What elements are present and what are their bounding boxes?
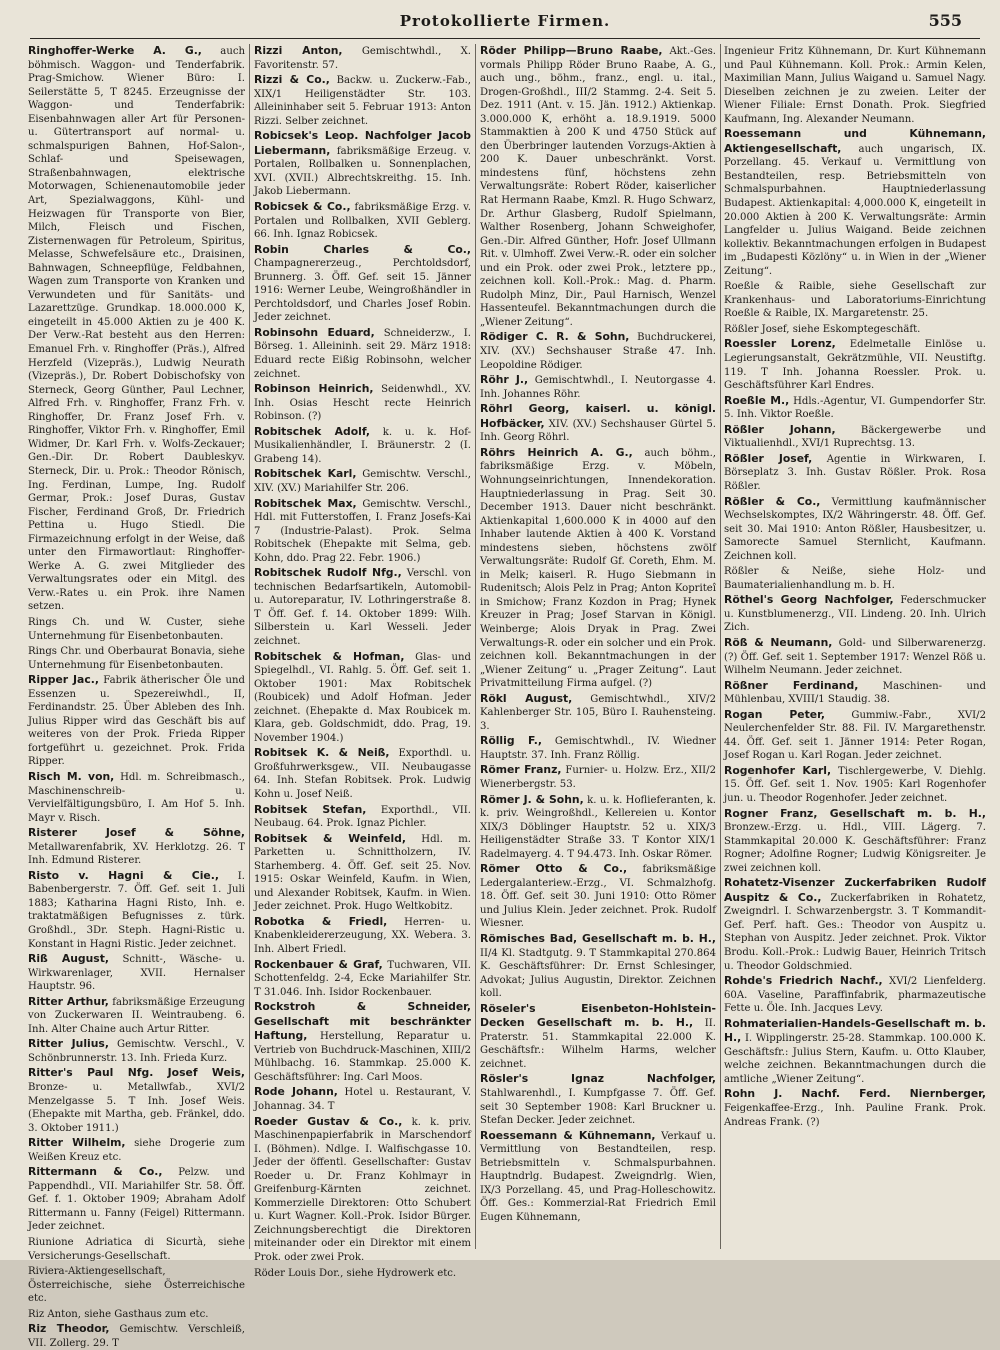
firm-details: Glas- und Spiegelhdl., VI. Rahlg. 5. Öff. Gef. seit 1. Oktober 1901: Max Robitschek (Roubicek) und Adolf Hofman. Jeder zeichnet. (Ehepakte d. Max Roubicek m. Klara, geb. Goldschmidt, ddo. Prag, 19. November 1904.) xyxy=(254,651,471,744)
firm-name: Römer Otto & Co., xyxy=(480,862,628,876)
firm-entry xyxy=(724,337,986,392)
firm-name: Robicsek & Co., xyxy=(254,200,351,214)
firm-name: Rogenhofer Karl, xyxy=(724,763,832,777)
firm-details: Gemischtw. Verschl., Hdl. mit Futterstoffen, I. Franz Josefs-Kai 7 (Industrie-Palast). Prok. Selma Robitschek (Ehepakte mit Selma, geb. Kohn, ddo. Prag 22. Febr. 1906.) xyxy=(254,498,472,564)
firm-name: Rohde's Friedrich Nachf., xyxy=(724,974,883,988)
firm-name: Rödiger C. R. & Sohn, xyxy=(480,330,630,344)
firm-entry xyxy=(480,446,716,691)
firm-details: Tischlergewerbe, V. Diehlg. 15. Öff. Gef. seit 1. Nov. 1905: Karl Rogenhofer jun. u. Theodor Rogenhofer. Jeder zeichnet. xyxy=(724,765,986,804)
firm-entry xyxy=(28,1307,245,1322)
firm-entry xyxy=(28,44,245,614)
firm-details: Rings Chr. und Oberbaurat Bonavia, siehe Unternehmung für Eisenbetonbauten. xyxy=(28,646,245,671)
firm-details: Gemischtw. Verschleiß, VII. Zollerg. 29. T xyxy=(28,1324,245,1349)
firm-details: Schnitt-, Wäsche- u. Wirkwarenlager, XVII. Hernalser Hauptstr. 96. xyxy=(28,954,246,993)
firm-name: Rizzi Anton, xyxy=(254,44,343,57)
firm-name: Robitsek Stefan, xyxy=(254,802,367,816)
firm-details: Rößler & Neiße, siehe Holz- und Baumaterialienhandlung m. b. H. xyxy=(724,566,986,591)
firm-name: Röder Philipp—Bruno Raabe, xyxy=(480,44,663,57)
firm-details: auch böhm., fabriksmäßige Erzg. v. Möbeln, Wohnungseinrichtungen, Innendekoration. Hauptniederlassung in Prag. Seit 30. December 1913. Dauer nicht beschränkt. Aktienkapital 1,600.000 K in 4000 auf den Inhaber lautende Aktien à 400 K. Vorstand mindestens sieben, höchstens zwölf Verwaltungsräte: Rudolf Gf. Coreth, Ehm. M. in Melk; kaiserl. R. Hugo Siebmann in Rudenitsch; Alois Pelz in Prag; Anton Kopriteî in Smichow; Franz Kozdon in Prag; Hynek Kreuzer in Prag; Josef Starvan in Königl. Weinberge; Alois Dryak in Prag. Zwei Verwaltungs-R. oder ein solcher und ein Prok. zeichnen koll. Bekanntmachungen in der „Wiener Zeitung“ u. „Prager Zeitung“. Laut Privatmitteilung Firma aufgel. (?) xyxy=(480,447,716,690)
firm-details: Tuchwaren, VII. Schottenfeldg. 2-4, Ecke Mariahilfer Str. T 31.046. Inh. Isidor Rockenbauer. xyxy=(254,959,472,998)
firm-entry xyxy=(28,1264,245,1306)
firm-details: siehe Drogerie zum Weißen Kreuz etc. xyxy=(28,1138,245,1163)
firm-entry xyxy=(724,708,986,763)
firm-details: XIV. (XV.) Sechshauser Gürtel 5. Inh. Georg Röhrl. xyxy=(480,418,717,444)
firm-details: Riunione Adriatica di Sicurtà, siehe Versicherungs-Gesellschaft. xyxy=(28,1237,245,1262)
firm-entry xyxy=(28,995,245,1037)
firm-entry xyxy=(724,44,986,126)
firm-entry xyxy=(480,932,716,1001)
firm-entry xyxy=(480,1129,716,1225)
firm-entry xyxy=(480,1002,716,1072)
firm-name: Rode Johann, xyxy=(254,1085,338,1099)
firm-details: Gemischtwhdl., X. Favoritenstr. 57. xyxy=(254,46,472,71)
firm-details: Verkauf u. Vermittlung von Bestandteilen, resp. Betriebsmitteln v. Schmalspurbahnen. Hauptndrlg. Budapest. Zweigndrlg. Wien, IX/3 Porzellang. 45, und Prag-Holleschowitz. Öff. Ges.: Kommerzial-Rat Friedrich Emil Eugen Kühnemann, xyxy=(480,1130,716,1223)
firm-name: Röllig F., xyxy=(480,734,542,748)
firm-entry xyxy=(28,615,245,643)
firm-details: k. k. priv. Maschinenpapierfabrik in Marschendorf I. (Böhmen). Ndlge. I. Walfischgasse 10. Jeder der öffentl. Gesellschafter: Gustav Roeder u. Dr. Franz Kohlmayr in Greifenburg-Kärnten zeichnet. Kommerzielle Direktoren: Otto Schubert u. Kurt Wagner. Koll.-Prok. Isidor Bürger. Zeichnungsberechtigt die Direktoren miteinander oder ein Direktor mit einem Prok. oder zwei Prok. xyxy=(254,1116,472,1264)
firm-entry xyxy=(254,129,471,199)
firm-details: II. Praterstr. 51. Stammkapital 22.000 K. Geschäftsfr.: Wilhelm Harms, welcher zeichnet. xyxy=(480,1018,716,1070)
firm-details: Bronze- u. Metallwfab., XVI/2 Menzelgasse 5. T Inh. Josef Weis. (Ehepakte mit Martha, geb. Fränkel, ddo. 3. Oktober 1911.) xyxy=(28,1082,245,1134)
firm-details: Exporthdl. u. Großfuhrwerksgew., VII. Neubaugasse 64. Inh. Stefan Robitsek. Prok. Ludwig Kohn u. Josef Neiß. xyxy=(254,748,471,800)
firm-entry xyxy=(28,1235,245,1263)
firm-entry xyxy=(254,382,471,424)
column-divider xyxy=(249,44,250,1249)
firm-entry xyxy=(28,673,245,769)
firm-entry xyxy=(254,650,471,746)
firm-details: Verschl. von technischen Bedarfsartikeln, Automobil- u. Autoreparatur, IV. Lothringerstraße 8. T Öff. Gef. f. 14. Oktober 1899: Wilh. Silberstein u. Karl Wesseli. Jeder zeichnet. xyxy=(254,568,471,647)
firm-details: Feigenkaffee-Erzg., Inh. Pauline Frank. Prok. Andreas Frank. (?) xyxy=(724,1103,986,1128)
firm-name: Rogner Franz, Gesellschaft m. b. H., xyxy=(724,806,986,820)
firm-entry xyxy=(480,734,716,762)
firm-entry xyxy=(254,497,471,566)
column-4 xyxy=(724,44,986,1249)
firm-entry xyxy=(724,394,986,422)
firm-entry xyxy=(254,73,471,128)
firm-name: Roeßle M., xyxy=(724,393,790,407)
firm-name: Rökl August, xyxy=(480,691,573,705)
firm-name: Rösler's Ignaz Nachfolger, xyxy=(480,1072,716,1086)
firm-entry xyxy=(724,452,986,494)
firm-entry xyxy=(254,832,471,914)
firm-details: fabriksmäßige Erzeug. v. Portalen, Rollbalken u. Sonnenplachen, XVI. (XVII.) Albrechtskreithg. 15. Inh. Jakob Liebermann. xyxy=(254,145,471,198)
firm-details: Federschmucker u. Kunstblumenerzg., VII. Lindeng. 20. Inh. Ulrich Zich. xyxy=(724,595,987,634)
firm-entry xyxy=(724,1087,986,1129)
firm-details: k. u. k. Hoflieferanten, k. k. priv. Weingroßhdl., Kellereien u. Kontor XIX/3 Döblinger Hauptstr. 52 u. XIX/3 Heiligenstädter Straße 33. T Kontor XIX/1 Radelmayerg. 4. T 94.473. Inh. Oskar Römer. xyxy=(480,794,717,860)
firm-entry xyxy=(28,644,245,672)
firm-entry xyxy=(724,127,986,278)
firm-entry xyxy=(28,952,245,994)
firm-entry xyxy=(480,402,716,445)
firm-details: Röder Louis Dor., siehe Hydrowerk etc. xyxy=(254,1267,457,1279)
firm-details: Akt.-Ges. vormals Philipp Röder Bruno Raabe, A. G., auch ung., böhm., franz., engl. u. ital., Drogen-Großhdl., III/2 Stammg. 2-4. Seit 5. Dez. 1911 (Ant. v. 15. Jän. 1912.) Aktienkap. 3.000.000 K, erhöht a. 18.9.1919. 5000 Stammaktien à 200 K und 4750 Stück auf den Überbringer lautenden Vorzugs-Aktien à 200 K. Dauer unbeschränkt. Vorst. mindestens fünf, höchstens zehn Verwaltungsräte: Robert Röder, kaiserlicher Rat Hermann Raabe, Kmzl. R. Hugo Schwarz, Dr. Arthur Glasberg, Rudolf Spielmann, Walther Rosenberg, Johann Schweighofer, Gen.-Dir. Alfred Günther, Hofr. Josef Ullmann Rit. v. Ulmhoff. Zwei Verw.-R. oder ein solcher und ein Prok. oder zwei Prok., letztere pp., zeichnen koll. Koll.-Prok.: Mag. d. Pharm. Rudolph Minz, Dir., Paul Harnisch, Wenzel Hassenteufel. Bekanntmachungen durch die „Wiener Zeitung“. xyxy=(480,46,716,328)
firm-name: Rohmaterialien-Handels-Gesellschaft m. b. H., xyxy=(724,1016,986,1045)
firm-name: Ritter Julius, xyxy=(28,1037,109,1051)
firm-name: Robitschek Adolf, xyxy=(254,424,371,438)
firm-entry xyxy=(28,1322,245,1350)
firm-entry xyxy=(28,770,245,825)
firm-entry xyxy=(724,764,986,806)
firm-details: Stahlwarenhdl., I. Kumpfgasse 7. Öff. Gef. seit 30 September 1908: Karl Bruckner u. Stefan Decker. Jeder zeichnet. xyxy=(480,1088,716,1127)
firm-entry xyxy=(254,915,471,957)
firm-entry xyxy=(254,200,471,242)
firm-entry xyxy=(480,330,716,372)
firm-entry xyxy=(724,495,986,564)
firm-details: Gemischtw. Verschl., XIV. (XV.) Mariahilfer Str. 206. xyxy=(254,469,471,494)
firm-entry xyxy=(28,869,245,951)
column-1 xyxy=(28,44,246,1349)
firm-entry xyxy=(28,1136,245,1164)
page-title: Protokollierte Firmen. xyxy=(399,12,611,30)
firm-name: Ritter's Paul Nfg. Josef Weis, xyxy=(28,1066,245,1080)
firm-entry xyxy=(254,44,471,72)
firm-entry xyxy=(254,326,471,381)
firm-entry xyxy=(724,564,986,592)
firm-details: I. Babenbergerstr. 7. Öff. Gef. seit 1. Juli 1883; Katharina Hagni Risto, Inh. e. traktatmäßigen Befugnisses z. türk. Großhdl., 3Dr. Steph. Hagni-Ristic u. Konstant in Hagni Ristic. Jeder zeichnet. xyxy=(28,870,245,950)
firm-name: Rizzi & Co., xyxy=(254,73,330,87)
firm-entry xyxy=(28,826,245,868)
firm-entry xyxy=(724,636,986,678)
firm-entry xyxy=(254,467,471,495)
firm-name: Robotka & Friedl, xyxy=(254,914,388,928)
firm-name: Rockenbauer & Graf, xyxy=(254,957,383,971)
firm-details: fabriksmäßige Erzeugung von Zuckerwaren II. Weintraubeng. 6. Inh. Alter Chaine auch Artur Ritter. xyxy=(28,996,245,1035)
firm-details: Hotel u. Restaurant, V. Johannag. 34. T xyxy=(254,1087,471,1113)
firm-details: Gemischtwhdl., XIV/2 Kahlenberger Str. 105, Büro I. Rauhensteing. 3. xyxy=(480,693,716,732)
firm-entry xyxy=(724,423,986,451)
firm-name: Ritter Arthur, xyxy=(28,994,109,1008)
firm-name: Rößler & Co., xyxy=(724,494,821,508)
firm-entry xyxy=(28,1066,245,1135)
firm-name: Robinsohn Eduard, xyxy=(254,325,375,339)
firm-name: Ritter Wilhelm, xyxy=(28,1136,126,1150)
firm-name: Robinson Heinrich, xyxy=(254,382,374,396)
firm-name: Röhrs Heinrich A. G., xyxy=(480,445,633,459)
firm-name: Risterer Josef & Söhne, xyxy=(28,826,245,840)
firm-entry xyxy=(254,425,471,467)
firm-entry xyxy=(254,1000,471,1084)
firm-entry xyxy=(254,958,471,1000)
firm-entry xyxy=(254,803,471,831)
firm-details: Vermittlung kaufmännischer Wechselskomptes, IX/2 Währingerstr. 48. Öff. Gef. seit 30. Mai 1910: Anton Rößler, Hausbesitzer, u. Samorecte Samuel Sternlicht, Kaufmann. Zeichnen koll. xyxy=(724,496,986,562)
firm-details: Rings Ch. und W. Custer, siehe Unternehmung für Eisenbetonbauten. xyxy=(28,616,245,642)
firm-details: Bäckergewerbe und Viktualienhdl., XVI/1 Ruprechtsg. 13. xyxy=(724,424,986,450)
firm-name: Risch M. von, xyxy=(28,769,115,783)
firm-details: Gold- und Silberwarenerzg. (?) Öff. Gef. seit 1. September 1917: Wenzel Röß u. Wilhelm Neumann. Jeder zeichnet. xyxy=(724,637,986,677)
firm-entry xyxy=(724,974,986,1016)
firm-entry xyxy=(254,1085,471,1113)
firm-name: Robitschek & Hofman, xyxy=(254,649,405,663)
firm-name: Risto v. Hagni & Cie., xyxy=(28,868,219,882)
firm-name: Riz Theodor, xyxy=(28,1322,110,1336)
firm-details: Riviera-Aktiengesellschaft, Österreichische, siehe Österreichische etc. xyxy=(28,1266,245,1305)
firm-entry xyxy=(724,322,986,337)
firm-name: Römer J. & Sohn, xyxy=(480,792,584,806)
firm-name: Röß & Neumann, xyxy=(724,635,833,649)
firm-details: Gummiw.-Fabr., XVI/2 Neulerchenfelder Str. 88. Fil. IV. Margarethenstr. 44. Öff. Gef. seit 1. Jänner 1914: Peter Rogan, Josef Rogan u. Karl Rogan. Jeder zeichnet. xyxy=(724,709,986,762)
firm-details: Hdls.-Agentur, VI. Gumpendorfer Str. 5. Inh. Viktor Roeßle. xyxy=(724,395,986,421)
firm-entry xyxy=(724,876,986,973)
firm-details: Seidenwhdl., XV. Inh. Osias Hescht recte Heinrich Robinson. (?) xyxy=(254,384,471,423)
firm-details: Furnier- u. Holzw. Erz., XII/2 Wienerbergstr. 53. xyxy=(480,765,716,790)
firm-details: k. u. k. Hof-Musikalienhändler, I. Bräunerstr. 2 (I. Grabeng 14). xyxy=(254,426,471,465)
firm-details: Backw. u. Zuckerw.-Fab., XIX/1 Heiligenstädter Str. 103. Alleininhaber seit 5. Februar 1913: Anton Rizzi. Selber zeichnet. xyxy=(254,75,472,127)
firm-entry xyxy=(28,1165,245,1234)
firm-entry xyxy=(480,763,716,791)
firm-entry xyxy=(254,1266,471,1281)
firm-details: Gemischtwhdl., I. Neutorgasse 4. Inh. Johannes Röhr. xyxy=(480,375,716,400)
firm-details: Riz Anton, siehe Gasthaus zum etc. xyxy=(28,1308,209,1320)
firm-details: Fabrik ätherischer Öle und Essenzen u. Spezereiwhdl., II, Ferdinandstr. 25. Über Ableben des Inh. Julius Ripper wird das Geschäft bis auf weiteres von der Prok. Frieda Ripper fortgeführt u. gezeichnet. Prok. Frida Ripper. xyxy=(28,675,245,768)
firm-name: Römisches Bad, Gesellschaft m. b. H., xyxy=(480,932,716,945)
firm-name: Ripper Jac., xyxy=(28,673,99,687)
firm-details: Schneiderzw., I. Börseg. 1. Alleininh. seit 29. März 1918: Eduard recte Eißig Robinsohn, welcher zeichnet. xyxy=(254,327,471,380)
firm-name: Robitschek Karl, xyxy=(254,467,357,481)
firm-details: XVI/2 Lienfelderg. 60A. Vaseline, Paraffinfabrik, pharmazeutische Fette u. Öle. Inh. Jacques Levy. xyxy=(724,976,986,1015)
column-2 xyxy=(254,44,472,1279)
firm-details: Exporthdl., VII. Neubaug. 64. Prok. Ignaz Pichler. xyxy=(254,804,471,830)
header-rule xyxy=(30,38,980,39)
firm-details: auch ungarisch, IX. Porzellang. 45. Verkauf u. Vermittlung von Bestandteilen, resp. Betriebsmitteln von Schmalspurbahnen. Hauptniederlassung Budapest. Aktienkapital: 4,000.000 K, eingeteilt in 20.000 Aktien à 200 K. Verwaltungsräte: Armin Langfelder u. Julius Waigand. Beide zeichnen kollektiv. Bekanntmachungen erfolgen in Budapest im „Budapesti Közlöny“ u. in Wien in der „Wiener Zeitung“. xyxy=(724,143,986,277)
page-header xyxy=(30,8,980,36)
firm-name: Ringhoffer-Werke A. G., xyxy=(28,44,202,57)
firm-name: Roessemann & Kühnemann, xyxy=(480,1128,656,1142)
firm-entry xyxy=(724,593,986,635)
firm-details: Herstellung, Reparatur u. Vertrieb von Buchdruck-Maschinen, XIII/2 Mühlbachg. 16. Stammkap. 25.000 K. Geschäftsführer: Ing. Carl Moos. xyxy=(254,1031,471,1083)
firm-name: Roessemann und Kühnemann, Aktiengesellschaft, xyxy=(724,127,986,155)
firm-details: Maschinen- und Mühlenbau, XVIII/1 Staudig. 38. xyxy=(724,680,986,706)
firm-details: Ingenieur Fritz Kühnemann, Dr. Kurt Kühnemann und Paul Kühnemann. Koll. Prok.: Armin Kelen, Maximilian Mann, Julius Waigand u. Samuel Nagy. Dieselben zeichnen je zu zweien. Leiter der Wiener Filiale: Ernst Donath. Prok. Siegfried Kaufmann, Ing. Alexander Neumann. xyxy=(724,46,986,125)
firm-name: Robicsek's Leop. Nachfolger Jacob Liebermann, xyxy=(254,129,471,157)
firm-entry xyxy=(724,279,986,321)
firm-details: Bronzew.-Erzg. u. Hdl., VIII. Lägerg. 7. Stammkapital 20.000 K. Geschäftsführer: Franz Rogner; Adolfine Rogner; Ludwig Königsreiter. Je zwei zeichnen koll. xyxy=(724,822,986,874)
firm-name: Robitschek Max, xyxy=(254,496,357,510)
firm-details: I. Wipplingerstr. 25-28. Stammkap. 100.000 K. Geschäftsfr.: Julius Stern, Kaufm. u. Otto Klauber, welche zeichnen. Bekanntmachungen durch die amtliche „Wiener Zeitung“. xyxy=(724,1033,986,1085)
firm-name: Röhr J., xyxy=(480,373,529,387)
firm-entry xyxy=(254,243,471,325)
firm-details: Agentie in Wirkwaren, I. Börseplatz 3. Inh. Gustav Rößler. Prok. Rosa Rößler. xyxy=(724,453,986,492)
firm-name: Rohn J. Nachf. Ferd. Niernberger, xyxy=(724,1087,986,1101)
firm-details: Champagnererzeug., Perchtoldsdorf, Brunnerg. 3. Öff. Gef. seit 15. Jänner 1916: Werner Leube, Weingroßhändler in Perchtoldsdorf, und Charles Josef Robin. Jeder zeichnet. xyxy=(254,258,471,324)
firm-entry xyxy=(28,1037,245,1065)
firm-name: Robitsek K. & Neiß, xyxy=(254,746,390,760)
column-divider xyxy=(475,44,476,1249)
firm-name: Roeder Gustav & Co., xyxy=(254,1114,403,1128)
firm-name: Robitsek & Weinfeld, xyxy=(254,831,407,845)
firm-entry xyxy=(480,373,716,401)
firm-name: Röseler's Eisenbeton-Hohlstein-Decken Gesellschaft m. b. H., xyxy=(480,1001,716,1030)
firm-entry xyxy=(254,1115,471,1265)
firm-entry xyxy=(480,1072,716,1127)
firm-entry xyxy=(254,566,471,648)
firm-entry xyxy=(480,692,716,734)
column-3 xyxy=(480,44,716,1249)
firm-details: Edelmetalle Einlöse u. Legierungsanstalt, Gekrätzmühle, VII. Neustiftg. 119. T Inh. Johanna Roessler. Prok. u. Geschäftsführer Karl Endres. xyxy=(724,339,987,392)
firm-entry xyxy=(254,746,471,801)
firm-name: Robitschek Rudolf Nfg., xyxy=(254,566,402,580)
firm-details: Metallwarenfabrik, XV. Herklotzg. 26. T Inh. Edmund Risterer. xyxy=(28,841,245,867)
firm-name: Röthel's Georg Nachfolger, xyxy=(724,593,894,607)
firm-details: Buchdruckerei, XIV. (XV.) Sechshauser Straße 47. Inh. Leopoldine Rödiger. xyxy=(480,332,716,371)
column-divider xyxy=(720,44,721,1249)
firm-details: fabriksmäßige Erzg. v. Portalen und Rollbalken, XVII Geblerg. 66. Inh. Ignaz Robicsek. xyxy=(254,202,471,241)
firm-name: Riß August, xyxy=(28,952,109,966)
firm-name: Röhrl Georg, kaiserl. u. königl. Hofbäcker, xyxy=(480,402,716,430)
firm-entry xyxy=(724,1017,986,1087)
firm-details: fabriksmäßige Ledergalanteriew.-Erzg., VI. Schmalzhofg. 18. Öff. Gef. seit 30. Juni 1910: Otto Römer und Julius Klein. Jeder zeichnet. Prok. Rudolf Wiesner. xyxy=(480,864,716,930)
firm-name: Rockstroh & Schneider, Gesellschaft mit beschränkter Haftung, xyxy=(254,1000,471,1043)
firm-entry xyxy=(480,862,716,931)
firm-details: II/4 Kl. Stadtgutg. 9. T Stammkapital 270.864 K. Geschäftsführer: Dr. Ernst Schlesinger, Advokat; Julius Augustin, Direktor. Zeichnen koll. xyxy=(480,947,716,1000)
firm-details: Zuckerfabriken in Rohatetz, Zweigndrl. I. Schwarzenbergstr. 3. T Kommandit-Gef. Perf. haft. Ges.: Theodor von Auspitz u. Stephan von Auspitz. Jeder zeichnet. Prok. Viktor Brodu. Koll.-Prok.: Ludwig Bauer, Heinrich Tritsch u. Theodor Goldschmied. xyxy=(724,892,986,972)
firm-details: Gemischtw. Verschl., V. Schönbrunnerstr. 13. Inh. Frieda Kurz. xyxy=(28,1039,245,1064)
firm-details: Gemischtwhdl., IV. Wiedner Hauptstr. 37. Inh. Franz Röllig. xyxy=(480,736,716,761)
firm-name: Römer Franz, xyxy=(480,763,562,777)
firm-name: Rößler Johann, xyxy=(724,422,836,436)
firm-name: Rößler Josef, xyxy=(724,451,813,465)
firm-details: Rößler Josef, siehe Eskomptegeschäft. xyxy=(724,323,921,335)
firm-entry xyxy=(480,44,716,329)
firm-name: Rogan Peter, xyxy=(724,707,825,721)
firm-details: Pelzw. und Pappendhdl., VII. Mariahilfer Str. 58. Öff. Gef. f. 1. Oktober 1909; Abraham Adolf Rittermann u. Fanny (Feigel) Rittermann. Jeder zeichnet. xyxy=(28,1167,245,1233)
firm-details: Hdl. m. Schreibmasch., Maschinenschreib- u. Vervielfältigungsbüro, I. Am Hof 5. Inh. Mayr v. Risch. xyxy=(28,771,245,824)
firm-entry xyxy=(480,793,716,862)
page-number: 555 xyxy=(928,11,962,30)
firm-details: Roeßle & Raible, siehe Gesellschaft zur Krankenhaus- und Laboratoriums-Einrichtung Roeßle & Raible, IX. Margaretenstr. 25. xyxy=(724,281,986,320)
firm-details: auch böhmisch. Waggon- und Tenderfabrik. Prag-Smichow. Wiener Büro: I. Seilerstätte 5, T 8245. Erzeugnisse der Waggon- und Tenderfabrik: Eisenbahnwagen aller Art für Personen- u. Gütertransport auf normal- u. schmalspurigen Bahnen, Hof-Salon-, Schlaf- und Speisewagen, Straßenbahnwagen, elektrische Motorwagen, Schienenautomobile jeder Art, Spezialwaggons, Kühl- und Heizwagen für Transporte von Bier, Milch, Fleisch und Fischen, Zisternenwagen für Petroleum, Spiritus, Melasse, Schwefelsäure etc., Draisinen, Bahnwagen, Schneepflüge, Feldbahnen, Wagen zum Transporte von Kranken und Verwundeten und für Sanitäts- und Lazarettzüge. Grundkap. 18.000.000 K, eingeteilt in 45.000 Aktien zu je 400 K. Der Verw.-Rat besteht aus den Herren: Emanuel Frh. v. Ringhoffer (Präs.), Alfred Herzfeld (Vizepräs.), Ludwig Neurath (Vizepräs.), Dr. Robert Dobischofsky von Sterneck, Georg Günther, Paul Lechner, Alfred Frh. v. Ringhoffer, Franz Frh. v. Ringhoffer, Dr. Franz Josef Frh. v. Ringhoffer, Viktor Frh. v. Ringhoffer, Emil Widmer, Dr. Karl Frh. v. Wolfs-Zeckauer; Gen.-Dir. Dr. Robert Daubleskyv. Sterneck, Dir. u. Prok.: Theodor Rönisch, Ing. Ferdinan, Lumpe, Ing. Rudolf Germar, Prok.: Josef Duras, Gustav Fischer, Ferdinand Groß, Dr. Friedrich Pettina u. Hugo Stiedl. Die Firmazeichnung erfolgt in der Weise, daß unter den Firmawortlaut: Ringhoffer-Werke A. G. zwei Mitglieder des Verwaltungsrates oder ein Mitgl. des Verw.-Rates u. ein Prok. ihre Namen setzen. xyxy=(28,46,245,613)
firm-name: Rittermann & Co., xyxy=(28,1165,163,1179)
firm-name: Rößner Ferdinand, xyxy=(724,678,859,692)
firm-entry xyxy=(724,679,986,707)
firm-name: Robin Charles & Co., xyxy=(254,242,471,256)
firm-details: Herren- u. Knabenkleidererzeugung, XX. Webera. 3. Inh. Albert Friedl. xyxy=(254,916,471,955)
firm-entry xyxy=(724,807,986,876)
firm-name: Roessler Lorenz, xyxy=(724,337,836,351)
firm-name: Rohatetz-Visenzer Zuckerfabriken Rudolf Auspitz & Co., xyxy=(724,876,986,904)
firm-details: Hdl. m. Parketten u. Schnittholzern, IV. Starhemberg. 4. Öff. Gef. seit 25. Nov. 1915: Oskar Weinfeld, Kaufm. in Wien, und Alexander Robitsek, Kaufm. in Wien. Jeder zeichnet. Prok. Hugo Weltkobitz. xyxy=(254,833,471,913)
